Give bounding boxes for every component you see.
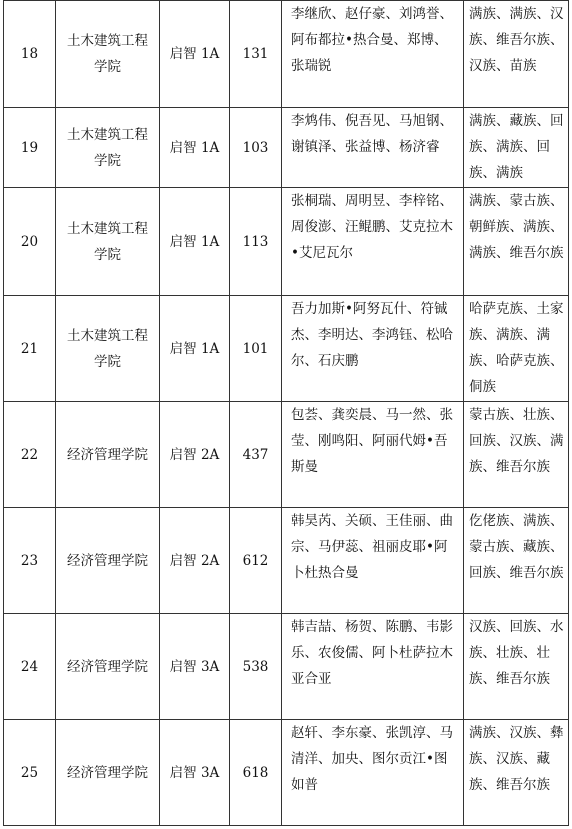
ethnicity-list	[464, 1, 569, 108]
ethnicity-list-text: 满族、藏族、回族、满族、回族、满族	[469, 113, 564, 181]
ethnicity-list	[464, 296, 569, 402]
ethnicity-list	[464, 108, 569, 188]
college-name-text: 经济管理学院	[67, 658, 148, 675]
roster-table-body	[4, 1, 569, 826]
college-name-text: 经济管理学院	[67, 446, 148, 463]
table-row	[4, 614, 569, 720]
college-name	[56, 296, 160, 402]
student-names	[282, 188, 464, 296]
ethnicity-list-text: 蒙古族、壮族、回族、汉族、满族、维吾尔族	[469, 407, 564, 475]
room-count: 113	[230, 188, 282, 296]
ethnicity-list-text: 汉族、回族、水族、壮族、壮族、维吾尔族	[469, 619, 564, 687]
student-names	[282, 614, 464, 720]
room-count: 618	[230, 720, 282, 826]
student-names-text: 吾力加斯•阿努瓦什、符铖杰、李明达、李鸿钰、松哈尔、石庆鹏	[291, 301, 453, 369]
college-name-text: 土木建筑工程学院	[67, 327, 148, 370]
room-count: 131	[230, 1, 282, 108]
student-names	[282, 508, 464, 614]
student-names-text: 韩吉喆、杨贺、陈鹏、韦影乐、农俊儒、阿卜杜萨拉木亚合亚	[291, 619, 453, 687]
row-number: 24	[4, 614, 56, 720]
college-name	[56, 402, 160, 508]
student-names	[282, 1, 464, 108]
room-name: 启智 1A	[160, 296, 230, 402]
row-number: 25	[4, 720, 56, 826]
college-name-text: 经济管理学院	[67, 552, 148, 569]
student-names-text: 包荟、龚奕晨、马一然、张莹、刚鸣阳、阿丽代姆•吾斯曼	[291, 407, 453, 475]
table-row	[4, 508, 569, 614]
room-name: 启智 1A	[160, 188, 230, 296]
college-name	[56, 188, 160, 296]
roster-table	[3, 0, 569, 826]
student-names-text: 李继欣、赵仔豪、刘鸿誉、阿布都拉•热合曼、郑博、张瑞锐	[291, 6, 453, 74]
room-name: 启智 3A	[160, 614, 230, 720]
ethnicity-list-text: 满族、满族、汉族、维吾尔族、汉族、苗族	[469, 6, 564, 74]
room-name: 启智 2A	[160, 402, 230, 508]
student-names	[282, 402, 464, 508]
row-number: 23	[4, 508, 56, 614]
room-count: 101	[230, 296, 282, 402]
college-name-text: 土木建筑工程学院	[67, 220, 148, 263]
table-row	[4, 108, 569, 188]
table-row	[4, 402, 569, 508]
student-names	[282, 108, 464, 188]
college-name	[56, 508, 160, 614]
college-name	[56, 720, 160, 826]
ethnicity-list-text: 仡佬族、满族、蒙古族、藏族、回族、维吾尔族	[469, 513, 564, 581]
row-number: 18	[4, 1, 56, 108]
row-number: 20	[4, 188, 56, 296]
college-name	[56, 614, 160, 720]
ethnicity-list-text: 满族、蒙古族、朝鲜族、满族、满族、维吾尔族	[469, 193, 564, 261]
room-name: 启智 1A	[160, 108, 230, 188]
student-names-text: 赵轩、李东豪、张凯淳、马清洋、加央、图尔贡江•图如普	[291, 725, 453, 793]
room-count: 612	[230, 508, 282, 614]
college-name-text: 经济管理学院	[67, 764, 148, 781]
row-number: 19	[4, 108, 56, 188]
ethnicity-list	[464, 614, 569, 720]
student-names-text: 李鸩伟、倪吾见、马旭钢、谢镇泽、张益博、杨济睿	[291, 113, 453, 155]
student-names-text: 张桐瑞、周明昱、李梓铭、周俊澎、汪鲲鹏、艾克拉木•艾尼瓦尔	[291, 193, 453, 261]
ethnicity-list	[464, 720, 569, 826]
ethnicity-list	[464, 402, 569, 508]
ethnicity-list	[464, 188, 569, 296]
ethnicity-list-text: 哈萨克族、土家族、满族、满族、哈萨克族、侗族	[469, 301, 564, 395]
college-name	[56, 108, 160, 188]
table-row	[4, 1, 569, 108]
college-name	[56, 1, 160, 108]
room-name: 启智 2A	[160, 508, 230, 614]
table-row	[4, 720, 569, 826]
student-names	[282, 720, 464, 826]
row-number: 21	[4, 296, 56, 402]
table-row	[4, 296, 569, 402]
college-name-text: 土木建筑工程学院	[67, 126, 148, 169]
row-number: 22	[4, 402, 56, 508]
room-name: 启智 1A	[160, 1, 230, 108]
ethnicity-list	[464, 508, 569, 614]
room-count: 103	[230, 108, 282, 188]
room-count: 538	[230, 614, 282, 720]
college-name-text: 土木建筑工程学院	[67, 33, 148, 75]
room-count: 437	[230, 402, 282, 508]
student-names-text: 韩昊芮、关硕、王佳丽、曲宗、马伊蕊、祖丽皮耶•阿卜杜热合曼	[291, 513, 453, 581]
ethnicity-list-text: 满族、汉族、彝族、汉族、藏族、维吾尔族	[469, 725, 564, 793]
table-row	[4, 188, 569, 296]
student-names	[282, 296, 464, 402]
room-name: 启智 3A	[160, 720, 230, 826]
